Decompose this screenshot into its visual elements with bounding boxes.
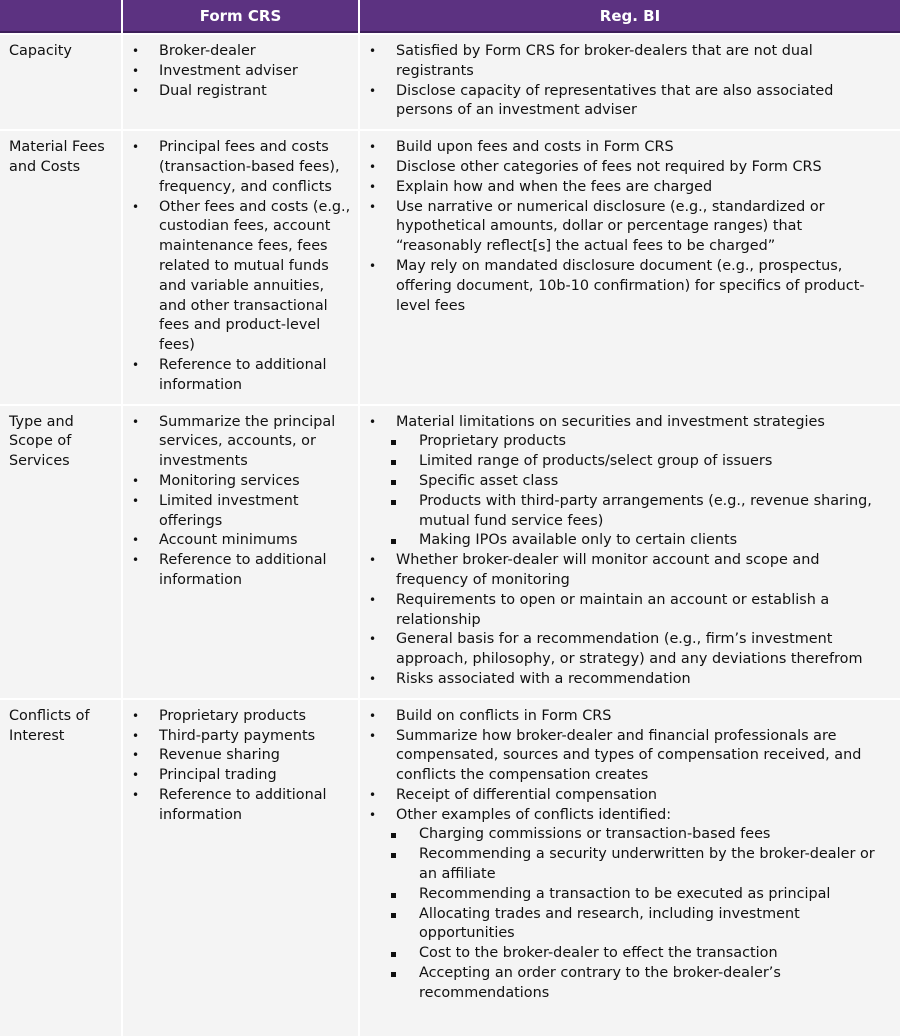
list-item-text: Risks associated with a recommendation (396, 670, 691, 687)
list-item-text: Reference to additional information (159, 356, 327, 393)
sub-list-item (360, 885, 890, 905)
list-item (360, 670, 900, 690)
bullet-icon: • (369, 258, 377, 273)
sub-list-item-text: Proprietary products (419, 433, 567, 450)
list-item (360, 413, 900, 433)
list-item (123, 551, 358, 591)
square-bullet-icon (391, 480, 396, 485)
list-item (123, 42, 358, 62)
bullet-icon: • (132, 473, 140, 488)
sub-list-item (360, 432, 890, 452)
list-item (123, 198, 358, 356)
list-item-text: Summarize the principal services, accounts, or investments (159, 413, 336, 470)
sub-list-item-text: Recommending a security underwritten by the broker-dealer or an affiliate (419, 846, 875, 883)
bullet-icon: • (369, 179, 377, 194)
sub-list-container (360, 825, 900, 1003)
square-bullet-icon (391, 893, 396, 898)
sub-list-item (360, 531, 890, 551)
list-item (123, 766, 358, 786)
list-item (123, 62, 358, 82)
list-item-text: Reference to additional information (159, 786, 327, 823)
square-bullet-icon (391, 500, 396, 505)
reg-bi-cell (360, 406, 900, 698)
sub-list-item (360, 964, 890, 1004)
sub-list-item (360, 452, 890, 472)
bullet-icon: • (369, 787, 377, 802)
reg-bi-cell (360, 131, 900, 403)
sub-list-item-text: Accepting an order contrary to the broker-dealer’s recommendations (419, 965, 781, 1001)
row-label: Type and Scope of Services (0, 406, 121, 698)
list-item-text: May rely on mandated disclosure document (e.g., prospectus, offering document, 10b-10 confirmation) for specifics of product-level fees (396, 257, 865, 314)
list-item-text: Proprietary products (159, 707, 307, 724)
list-item (123, 138, 358, 197)
sub-list-item (360, 825, 890, 845)
list-item-text: Disclose other categories of fees not required by Form CRS (396, 158, 822, 175)
square-bullet-icon (391, 913, 396, 918)
list-item-text: Material limitations on securities and investment strategies (396, 413, 825, 430)
list-item-text: Other fees and costs (e.g., custodian fees, account maintenance fees, fees related to mutual funds and variable annuities, and other transactional fees and product-level fees) (159, 198, 351, 354)
list-item (123, 707, 358, 727)
bullet-icon: • (132, 493, 140, 508)
bullet-icon: • (369, 44, 377, 58)
list-item (360, 82, 900, 122)
list-item-text: Reference to additional information (159, 552, 327, 588)
bullet-icon: • (132, 708, 140, 723)
list-item (123, 786, 358, 826)
list-item (123, 531, 358, 551)
list-item-text: Use narrative or numerical disclosure (e.g., standardized or hypothetical amounts, dollar or percentage ranges) that “reasonably reflect[s] the actual fees to be charged” (396, 198, 825, 255)
bullet-icon: • (369, 199, 377, 214)
sub-list-item-text: Specific asset class (419, 472, 559, 489)
bullet-icon: • (369, 807, 377, 822)
form-crs-cell (123, 35, 358, 129)
list-item (360, 138, 900, 158)
list-item (123, 356, 358, 396)
sub-list-item (360, 845, 890, 885)
list-item (360, 727, 900, 786)
list-item-text: Principal fees and costs (transaction-based fees), frequency, and conflicts (159, 139, 340, 195)
square-bullet-icon (391, 952, 396, 957)
reg-bi-cell (360, 35, 900, 129)
list-item-text: Dual registrant (159, 82, 267, 99)
sub-list (360, 432, 890, 551)
row-label: Capacity (0, 35, 121, 129)
sub-list-item-text: Limited range of products/select group of issuers (419, 453, 773, 470)
square-bullet-icon (391, 539, 396, 544)
square-bullet-icon (391, 460, 396, 465)
list-item (123, 746, 358, 766)
list-item (360, 707, 900, 727)
bullet-icon: • (132, 414, 140, 429)
form-crs-cell (123, 131, 358, 403)
list-item-text: Satisfied by Form CRS for broker-dealers that are not dual registrants (396, 43, 813, 79)
list-item (123, 413, 358, 472)
bullet-icon: • (132, 83, 140, 98)
list-item-text: Disclose capacity of representatives that are also associated persons of an investment adviser (396, 82, 834, 119)
list-item (360, 178, 900, 198)
list-item-text: Investment adviser (159, 62, 298, 79)
bullet-icon: • (132, 199, 140, 214)
list-item-text: Other examples of conflicts identified: (396, 806, 672, 823)
bullet-icon: • (132, 140, 140, 155)
list-item (360, 42, 900, 82)
list-item-text: Build on conflicts in Form CRS (396, 707, 612, 724)
form-crs-cell (123, 406, 358, 698)
sub-list-item (360, 472, 890, 492)
header-form-crs: Form CRS (123, 0, 358, 33)
sub-list-item-text: Cost to the broker-dealer to effect the transaction (419, 945, 778, 962)
list-item (360, 257, 900, 316)
list-item-text: Summarize how broker-dealer and financial professionals are compensated, sources and types of compensation received, and conflicts the compensation creates (396, 727, 862, 784)
sub-list-item (360, 492, 890, 532)
list-item-text: Principal trading (159, 767, 277, 784)
list-item (360, 198, 900, 257)
sub-list-item-text: Recommending a transaction to be executed as principal (419, 885, 831, 902)
row-label: Conflicts of Interest (0, 700, 121, 1036)
sub-list-item-text: Products with third-party arrangements (e.g., revenue sharing, mutual fund service fees) (419, 492, 872, 529)
form-crs-list (123, 707, 358, 826)
bullet-icon: • (369, 140, 377, 155)
form-crs-list (123, 42, 358, 101)
square-bullet-icon (391, 833, 396, 838)
bullet-icon: • (369, 728, 377, 743)
list-item (123, 472, 358, 492)
list-item (123, 82, 358, 102)
sub-list-item (360, 905, 890, 945)
reg-bi-list (360, 42, 900, 121)
list-item-text: Revenue sharing (159, 747, 280, 764)
list-item-text: Explain how and when the fees are charged (396, 178, 713, 195)
reg-bi-list (360, 413, 900, 690)
list-item-text: Monitoring services (159, 472, 300, 489)
sub-list-item-text: Charging commissions or transaction-based fees (419, 826, 771, 843)
bullet-icon: • (369, 632, 377, 647)
list-item-text: General basis for a recommendation (e.g., firm’s investment approach, philosophy, or strategy) and any deviations therefrom (396, 631, 863, 668)
list-item (360, 786, 900, 806)
list-item-text: Requirements to open or maintain an account or establish a relationship (396, 591, 830, 628)
reg-bi-list (360, 138, 900, 316)
bullet-icon: • (132, 728, 140, 743)
list-item-text: Account minimums (159, 532, 298, 549)
bullet-icon: • (132, 533, 140, 548)
bullet-icon: • (369, 671, 377, 686)
sub-list (360, 825, 890, 1003)
list-item (360, 806, 900, 826)
bullet-icon: • (369, 83, 377, 98)
sub-list-item-text: Making IPOs available only to certain clients (419, 532, 738, 549)
list-item (123, 727, 358, 747)
bullet-icon: • (369, 708, 377, 723)
square-bullet-icon (391, 972, 396, 977)
list-item-text: Limited investment offerings (159, 492, 299, 529)
bullet-icon: • (132, 63, 140, 78)
list-item (360, 630, 900, 670)
sub-list-item (360, 944, 890, 964)
header-blank-cell (0, 0, 121, 33)
list-item (360, 591, 900, 631)
square-bullet-icon (391, 440, 396, 445)
form-crs-cell (123, 700, 358, 1036)
sub-list-item-text: Allocating trades and research, including investment opportunities (419, 905, 800, 942)
bullet-icon: • (369, 414, 377, 429)
form-crs-list (123, 138, 358, 395)
list-item-text: Receipt of differential compensation (396, 786, 657, 803)
bullet-icon: • (132, 553, 140, 568)
bullet-icon: • (132, 787, 140, 802)
bullet-icon: • (369, 553, 377, 568)
reg-bi-list (360, 707, 900, 1004)
list-item (123, 492, 358, 532)
row-label: Material Fees and Costs (0, 131, 121, 403)
list-item-text: Build upon fees and costs in Form CRS (396, 139, 674, 156)
list-item-text: Third-party payments (159, 727, 316, 744)
list-item-text: Whether broker-dealer will monitor account and scope and frequency of monitoring (396, 552, 820, 588)
list-item (360, 551, 900, 591)
bullet-icon: • (369, 592, 377, 607)
bullet-icon: • (369, 159, 377, 174)
bullet-icon: • (132, 357, 140, 372)
square-bullet-icon (391, 853, 396, 858)
list-item (360, 158, 900, 178)
reg-bi-cell (360, 700, 900, 1036)
list-item-text: Broker-dealer (159, 43, 256, 59)
sub-list-container (360, 432, 900, 551)
header-reg-bi: Reg. BI (360, 0, 900, 33)
form-crs-list (123, 413, 358, 591)
bullet-icon: • (132, 748, 140, 763)
bullet-icon: • (132, 768, 140, 783)
bullet-icon: • (132, 44, 140, 58)
